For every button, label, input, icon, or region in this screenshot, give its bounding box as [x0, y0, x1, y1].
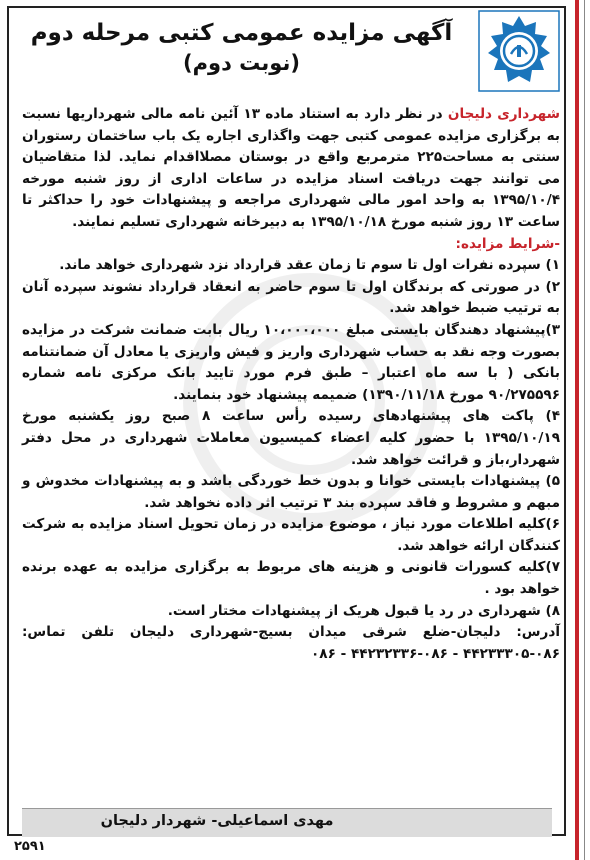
- contact-address: آدرس: دلیجان-ضلع شرقی میدان بسیج-شهرداری دلیجان تلفن تماس: ۰۸۶-۴۴۲۳۳۳۰۵ - ۰۸۶-۴۴۲۳۲۳۳۶ - ۰۸۶: [22, 624, 560, 662]
- condition-item-3: ۳)پیشنهاد دهندگان بایستی مبلغ ۱۰،۰۰۰،۰۰۰ ریال بابت ضمانت شرکت در مزایده بصورت وجه نقد به حساب شهرداری واریز و فیش واریزی یا معادل آن ضمانتنامه بانکی ( با سه ماه اعتبار – طبق فرم مورد تایید بانک مرکزی نامه شماره ۹۰/۲۷۵۵۹۶ مورخ ۱۳۹۰/۱۱/۱۸) ضمیمه پیشنهاد خود بنمایند.: [22, 321, 560, 403]
- condition-item-8: ۸) شهرداری در رد یا قبول هریک از پیشنهادات مختار است.: [167, 602, 560, 619]
- page-edge-red-bar: [575, 0, 579, 860]
- intro-highlight: شهرداری دلیجان: [447, 106, 560, 122]
- condition-item-6: ۶)کلیه اطلاعات مورد نیاز ، موضوع مزایده در زمان تحویل اسناد مزایده به شرکت کنندگان ارائه خواهد شد.: [22, 516, 560, 554]
- intro-paragraph: [22, 104, 560, 234]
- page-title: [19, 18, 464, 77]
- title-line-2: (نوبت دوم): [183, 51, 300, 76]
- intro-text: در نظر دارد به استناد ماده ۱۳ آئین نامه مالی شهرداریها نسبت به برگزاری مزایده عمومی کتبی جهت واگذاری اجاره یک باب ساختمان رستوران سنتی به مساحت۲۲۵ مترمربع واقع در بوستان مصلااقدام نماید. لذا متقاضیان می توانند جهت دریافت اسناد مزایده در ساعات اداری از روز شنبه مورخه ۱۳۹۵/۱۰/۴ به واحد امور مالی شهرداری مراجعه و پیشنهادات خود را حداکثر تا ساعت ۱۳ روز شنبه مورخ ۱۳۹۵/۱۰/۱۸ به دبیرخانه شهرداری تسلیم نمایند.: [22, 106, 560, 230]
- notice-body: [22, 104, 560, 665]
- notice-header: [9, 8, 564, 95]
- signature-bar: [22, 808, 552, 837]
- signature-name: مهدی اسماعیلی- شهردار دلیجان: [100, 813, 334, 829]
- conditions-title: -شرایط مزایده:: [455, 235, 560, 252]
- condition-item-5: ۵) پیشنهادات بایستی خوانا و بدون خط خوردگی باشد و به پیشنهادات مخدوش و مبهم و مشروط و فاقد سپرده بند ۳ ترتیب اثر داده نخواهد شد.: [22, 473, 560, 511]
- page-edge-line: [584, 0, 585, 860]
- condition-item-7: ۷)کلیه کسورات قانونی و هزینه های مربوط به برگزاری مزایده به عهده برنده خواهد بود .: [22, 559, 560, 598]
- title-line-1: آگهی مزایده عمومی کتبی مرحله دوم: [30, 20, 453, 46]
- municipality-logo-icon: [478, 10, 560, 92]
- condition-item-4: ۴) پاکت های پیشنهادهای رسیده رأس ساعت ۸ صبح روز یکشنبه مورخ ۱۳۹۵/۱۰/۱۹ با حضور کلیه اعضاء کمیسیون معاملات شهرداری در محل دفتر شهردار،باز و قرائت خواهد شد.: [22, 408, 560, 468]
- page-code: ۲۵۹۱: [14, 839, 46, 854]
- condition-item-1: ۱) سپرده نفرات اول تا سوم تا زمان عقد قرارداد نزد شهرداری خواهد ماند.: [59, 257, 560, 274]
- condition-item-2: ۲) در صورتی که برندگان اول تا سوم حاضر به انعقاد قرارداد نشوند سپرده آنان به ترتیب ضبط خواهد شد.: [22, 278, 560, 317]
